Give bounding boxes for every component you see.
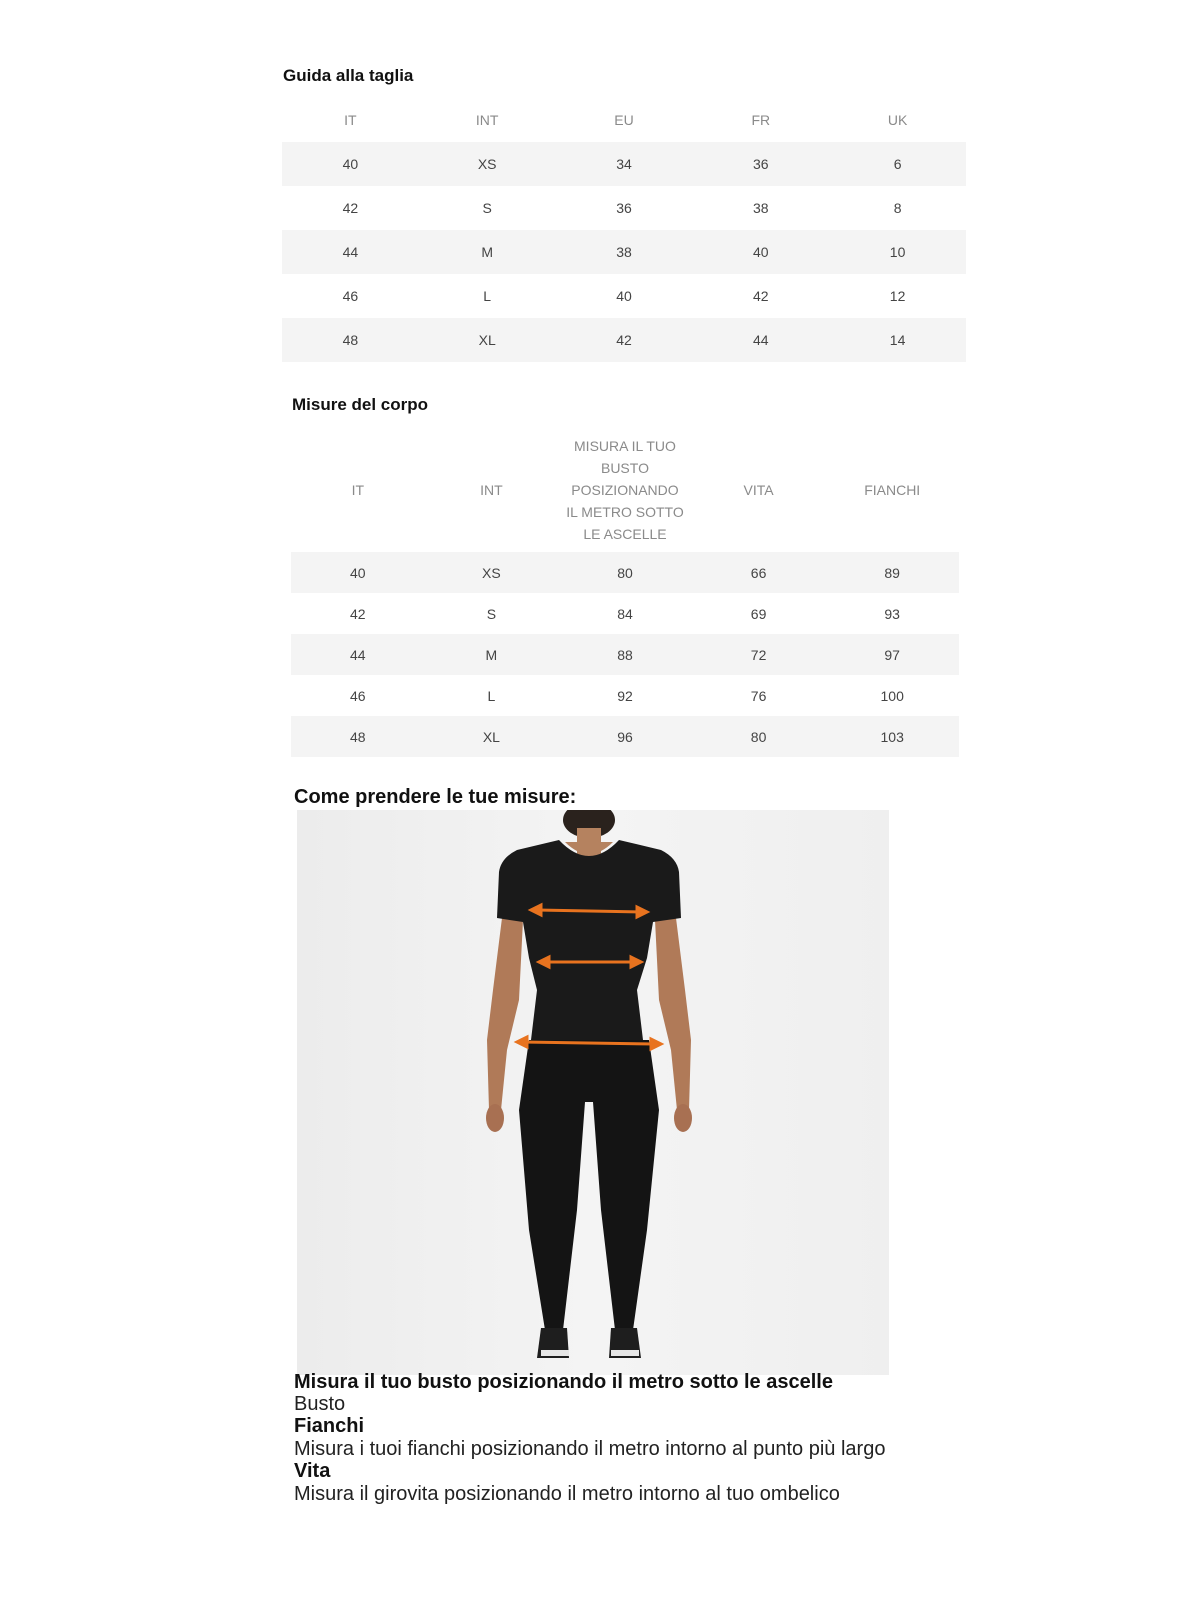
table-cell: 84: [617, 605, 633, 622]
table-cell: XS: [419, 142, 556, 186]
instruction-heading: Fianchi: [294, 1415, 365, 1437]
table-cell: 96: [558, 716, 692, 757]
table-cell: 14: [829, 318, 966, 362]
table-cell: 44: [291, 634, 425, 675]
table-cell: 103: [825, 716, 959, 757]
body-measures-table: [291, 428, 959, 757]
column-header-uk: UK: [887, 112, 908, 128]
bust-header-line: IL METRO SOTTO: [566, 504, 684, 520]
table-cell: S: [486, 605, 497, 622]
instruction-heading: Vita: [294, 1460, 331, 1482]
table-cell: 40: [282, 142, 419, 186]
table-cell: 72: [692, 634, 826, 675]
column-header-int: INT: [475, 112, 499, 128]
table-cell: 40: [291, 552, 425, 593]
table-cell: 38: [556, 230, 693, 274]
table-cell: 36: [616, 200, 632, 216]
table-cell: XS: [425, 552, 559, 593]
table-cell: 76: [750, 687, 767, 704]
table-cell: 34: [556, 142, 693, 186]
size-guide-title: Guida alla taglia: [283, 66, 414, 85]
table-cell: 44: [282, 230, 419, 274]
table-cell: S: [482, 200, 492, 216]
table-row: [291, 716, 959, 757]
instruction-text: Misura i tuoi fianchi posizionando il metro intorno al punto più largo: [294, 1438, 886, 1460]
column-header-fianchi: FIANCHI: [864, 482, 921, 498]
how-to-title: Come prendere le tue misure:: [294, 786, 577, 808]
table-cell: 46: [350, 687, 366, 704]
table-cell: 89: [825, 552, 959, 593]
table-cell: 48: [282, 318, 419, 362]
table-header-row: [282, 98, 966, 142]
column-header-it: IT: [351, 482, 365, 498]
column-header-eu: EU: [614, 112, 634, 128]
table-cell: L: [483, 288, 492, 304]
body-measures-title: Misure del corpo: [292, 395, 429, 414]
column-header-fr: FR: [751, 112, 771, 128]
table-cell: 88: [558, 634, 692, 675]
table-row: [291, 593, 959, 634]
bust-header-line: LE ASCELLE: [583, 526, 667, 542]
table-row: [282, 318, 966, 362]
table-cell: 92: [617, 687, 633, 704]
table-cell: 66: [692, 552, 826, 593]
instruction-text: Misura il girovita posizionando il metro intorno al tuo ombelico: [294, 1483, 840, 1505]
table-cell: 42: [350, 605, 366, 622]
table-row: [282, 142, 966, 186]
table-cell: 40: [616, 288, 632, 304]
column-header-bust: [558, 428, 692, 552]
table-cell: 69: [750, 605, 767, 622]
table-cell: M: [419, 230, 556, 274]
bust-header-line: POSIZIONANDO: [571, 482, 679, 498]
table-cell: M: [425, 634, 559, 675]
table-row: [291, 675, 959, 716]
size-guide-table: [282, 98, 966, 362]
table-cell: 97: [825, 634, 959, 675]
table-cell: 44: [692, 318, 829, 362]
table-cell: XL: [425, 716, 559, 757]
table-cell: 80: [558, 552, 692, 593]
table-row: [291, 552, 959, 593]
model-photo: [297, 810, 889, 1375]
table-cell: 46: [342, 288, 359, 304]
table-cell: 38: [753, 200, 769, 216]
bust-header-line: BUSTO: [600, 460, 649, 476]
table-cell: L: [487, 687, 496, 704]
table-row: [291, 634, 959, 675]
table-cell: 6: [829, 142, 966, 186]
table-cell: 36: [692, 142, 829, 186]
table-cell: 12: [889, 288, 906, 304]
table-header-row: [291, 428, 959, 552]
table-row: [282, 274, 966, 318]
instruction-heading: Misura il tuo busto posizionando il metro sotto le ascelle: [294, 1371, 833, 1393]
table-cell: 80: [692, 716, 826, 757]
table-cell: XL: [419, 318, 556, 362]
table-cell: 8: [893, 200, 902, 216]
table-cell: 10: [829, 230, 966, 274]
column-header-vita: VITA: [743, 482, 774, 498]
table-cell: 42: [556, 318, 693, 362]
table-cell: 42: [342, 200, 359, 216]
model-measurement-figure-icon: [297, 810, 889, 1375]
table-cell: 100: [880, 687, 904, 704]
instruction-text: Busto: [294, 1393, 346, 1415]
table-cell: 42: [753, 288, 769, 304]
column-header-it: IT: [344, 112, 357, 128]
table-row: [282, 186, 966, 230]
table-cell: 40: [692, 230, 829, 274]
table-row: [282, 230, 966, 274]
column-header-int: INT: [480, 482, 503, 498]
bust-header-line: MISURA IL TUO: [574, 438, 676, 454]
table-cell: 48: [291, 716, 425, 757]
table-cell: 93: [884, 605, 900, 622]
